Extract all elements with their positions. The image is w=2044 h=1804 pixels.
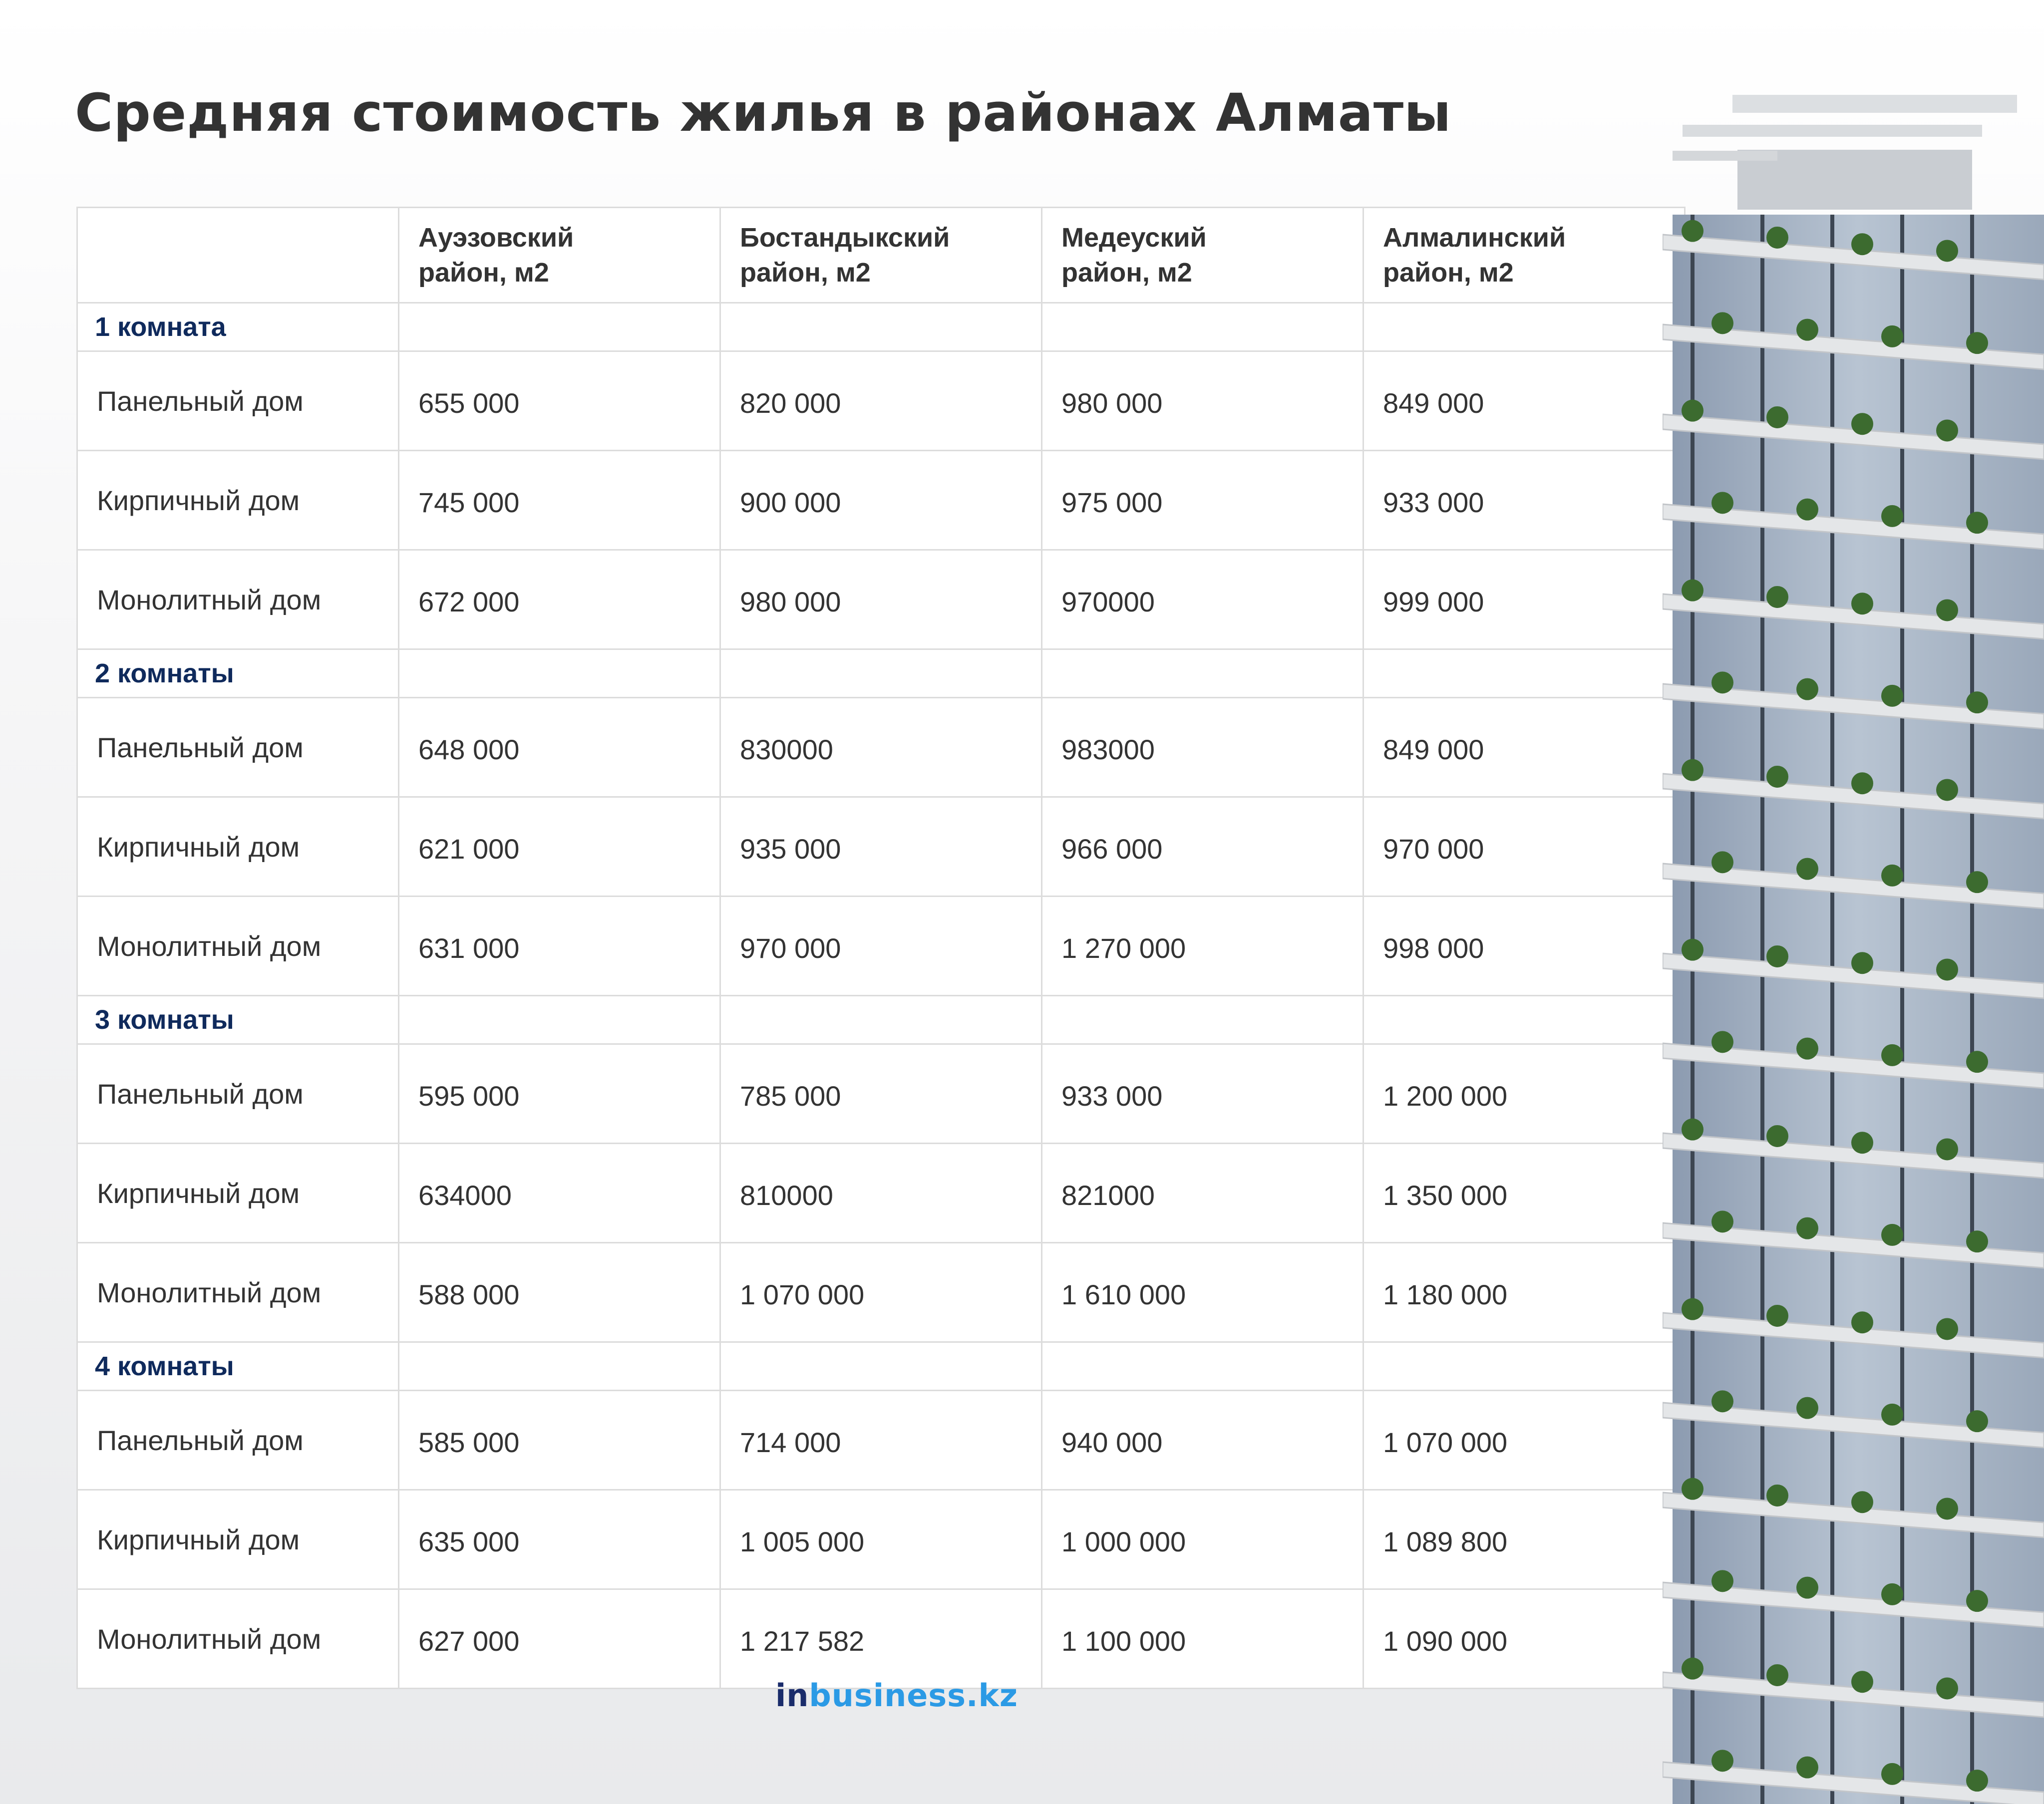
plant-shrub [1881,865,1903,887]
plant-shrub [1682,1478,1703,1500]
column-header: Бостандыкский район, м2 [720,208,1042,303]
plant-shrub [1881,1763,1903,1785]
plant-shrub [1851,593,1873,614]
plant-shrub [1682,1658,1703,1680]
plant-shrub [1796,1577,1818,1599]
plant-shrub [1851,413,1873,435]
group-empty-cell [1363,996,1685,1044]
plant-shrub [1881,325,1903,347]
row-label: Панельный дом [77,1391,399,1490]
plant-shrub [1851,952,1873,974]
row-label: Кирпичный дом [77,451,399,550]
table-row [77,797,1685,897]
price-cell: 655 000 [399,351,720,451]
plant-shrub [1711,492,1733,514]
price-cell: 627 000 [399,1589,720,1689]
row-label: Панельный дом [77,1044,399,1144]
plant-shrub [1881,1224,1903,1246]
plant-shrub [1766,586,1788,608]
price-cell: 1 610 000 [1042,1243,1363,1342]
table-row [77,1391,1685,1490]
column-header: Медеуский район, м2 [1042,208,1363,303]
price-cell: 900 000 [720,451,1042,550]
plant-shrub [1936,1318,1958,1340]
plant-shrub [1851,233,1873,255]
building-illustration [1663,95,2044,1804]
plant-shrub [1711,671,1733,693]
table-row [77,1490,1685,1589]
plant-shrub [1796,1757,1818,1779]
row-label: Кирпичный дом [77,1144,399,1243]
plant-shrub [1711,1390,1733,1412]
group-empty-cell [1042,649,1363,698]
price-cell: 970 000 [1363,797,1685,897]
table-row [77,351,1685,451]
group-empty-cell [399,1342,720,1391]
price-cell: 1 180 000 [1363,1243,1685,1342]
group-empty-cell [1363,649,1685,698]
plant-shrub [1711,851,1733,873]
plant-shrub [1881,685,1903,707]
price-cell: 849 000 [1363,351,1685,451]
plant-shrub [1796,1038,1818,1060]
price-cell: 714 000 [720,1391,1042,1490]
table-header-row [77,208,1685,303]
group-row [77,1342,1685,1391]
price-cell: 745 000 [399,451,720,550]
price-cell: 634000 [399,1144,720,1243]
column-header: Алмалинский район, м2 [1363,208,1685,303]
price-cell: 595 000 [399,1044,720,1144]
price-cell: 648 000 [399,698,720,797]
row-label: Панельный дом [77,698,399,797]
plant-shrub [1966,1230,1988,1252]
plant-shrub [1796,858,1818,880]
plant-shrub [1851,1671,1873,1693]
plant-shrub [1766,1305,1788,1327]
price-cell: 1 070 000 [720,1243,1042,1342]
group-empty-cell [399,649,720,698]
row-label: Монолитный дом [77,1589,399,1689]
group-empty-cell [720,303,1042,351]
plant-shrub [1796,319,1818,341]
plant-shrub [1796,1397,1818,1419]
group-row [77,303,1685,351]
price-table [76,207,1686,1689]
plant-shrub [1851,1491,1873,1513]
plant-shrub [1682,580,1703,601]
group-empty-cell [720,649,1042,698]
group-label: 2 комнаты [77,649,399,698]
table-row [77,1044,1685,1144]
price-cell: 940 000 [1042,1391,1363,1490]
price-cell: 933 000 [1042,1044,1363,1144]
plant-shrub [1682,939,1703,961]
price-cell: 975 000 [1042,451,1363,550]
table-row [77,1243,1685,1342]
plant-shrub [1766,945,1788,967]
row-label: Кирпичный дом [77,797,399,897]
table-row [77,1144,1685,1243]
price-cell: 998 000 [1363,897,1685,996]
price-cell: 631 000 [399,897,720,996]
price-cell: 588 000 [399,1243,720,1342]
plant-shrub [1796,1217,1818,1239]
plant-shrub [1682,220,1703,242]
plant-shrub [1711,1570,1733,1592]
price-table-container [76,207,1685,1689]
plant-shrub [1851,1311,1873,1333]
price-cell: 1 089 800 [1363,1490,1685,1589]
plant-shrub [1881,1583,1903,1605]
price-cell: 933 000 [1363,451,1685,550]
group-row [77,649,1685,698]
price-cell: 635 000 [399,1490,720,1589]
plant-shrub [1936,1677,1958,1699]
plant-shrub [1682,759,1703,781]
price-cell: 970 000 [720,897,1042,996]
group-empty-cell [399,303,720,351]
price-cell: 820 000 [720,351,1042,451]
table-row [77,698,1685,797]
plant-shrub [1766,1125,1788,1147]
price-cell: 980 000 [1042,351,1363,451]
row-label: Монолитный дом [77,1243,399,1342]
plant-shrub [1966,332,1988,354]
group-empty-cell [720,1342,1042,1391]
plant-shrub [1966,1410,1988,1432]
group-empty-cell [1363,303,1685,351]
plant-shrub [1936,779,1958,801]
plant-shrub [1711,1750,1733,1772]
plant-shrub [1966,1590,1988,1612]
plant-shrub [1851,1132,1873,1154]
price-cell: 1 217 582 [720,1589,1042,1689]
price-cell: 849 000 [1363,698,1685,797]
price-cell: 980 000 [720,550,1042,649]
plant-shrub [1851,772,1873,794]
plant-shrub [1796,499,1818,521]
price-cell: 1 100 000 [1042,1589,1363,1689]
price-cell: 821000 [1042,1144,1363,1243]
row-label: Кирпичный дом [77,1490,399,1589]
price-cell: 1 005 000 [720,1490,1042,1589]
plant-shrub [1936,1138,1958,1160]
price-cell: 970000 [1042,550,1363,649]
price-cell: 1 090 000 [1363,1589,1685,1689]
header-empty-cell [77,208,399,303]
group-empty-cell [1042,1342,1363,1391]
price-cell: 621 000 [399,797,720,897]
plant-shrub [1766,1485,1788,1506]
row-label: Панельный дом [77,351,399,451]
group-label: 1 комната [77,303,399,351]
table-row [77,897,1685,996]
price-cell: 935 000 [720,797,1042,897]
price-cell: 810000 [720,1144,1042,1243]
plant-shrub [1936,599,1958,621]
group-label: 3 комнаты [77,996,399,1044]
plant-shrub [1881,1044,1903,1066]
plant-shrub [1766,227,1788,249]
plant-shrub [1966,1770,1988,1792]
row-label: Монолитный дом [77,897,399,996]
price-cell: 585 000 [399,1391,720,1490]
plant-shrub [1881,1404,1903,1426]
plant-shrub [1936,240,1958,262]
plant-shrub [1682,400,1703,422]
group-empty-cell [1042,303,1363,351]
group-label: 4 комнаты [77,1342,399,1391]
plant-shrub [1966,512,1988,534]
plant-shrub [1682,1119,1703,1141]
price-cell: 1 350 000 [1363,1144,1685,1243]
plant-shrub [1711,312,1733,334]
price-cell: 999 000 [1363,550,1685,649]
price-cell: 1 200 000 [1363,1044,1685,1144]
plant-shrub [1966,1051,1988,1073]
table-row [77,1589,1685,1689]
plant-shrub [1936,419,1958,441]
price-cell: 1 070 000 [1363,1391,1685,1490]
inbusiness-logo: inbusiness.kz [775,1677,1018,1714]
plant-shrub [1936,958,1958,980]
group-empty-cell [1363,1342,1685,1391]
column-header: Ауэзовский район, м2 [399,208,720,303]
price-cell: 830000 [720,698,1042,797]
row-label: Монолитный дом [77,550,399,649]
plant-shrub [1682,1298,1703,1320]
plant-shrub [1766,406,1788,428]
plant-shrub [1966,691,1988,713]
plant-shrub [1936,1498,1958,1519]
group-row [77,996,1685,1044]
price-cell: 966 000 [1042,797,1363,897]
table-row [77,550,1685,649]
plant-shrub [1796,678,1818,700]
plant-shrub [1966,871,1988,893]
plant-shrub [1711,1210,1733,1232]
price-cell: 1 000 000 [1042,1490,1363,1589]
group-empty-cell [399,996,720,1044]
group-empty-cell [720,996,1042,1044]
table-row [77,451,1685,550]
price-cell: 1 270 000 [1042,897,1363,996]
page-title: Средняя стоимость жилья в районах Алматы [75,82,1452,143]
plant-shrub [1881,505,1903,527]
group-empty-cell [1042,996,1363,1044]
price-cell: 983000 [1042,698,1363,797]
price-cell: 785 000 [720,1044,1042,1144]
plant-shrub [1711,1031,1733,1053]
price-cell: 672 000 [399,550,720,649]
plant-shrub [1766,1664,1788,1686]
plant-shrub [1766,766,1788,788]
